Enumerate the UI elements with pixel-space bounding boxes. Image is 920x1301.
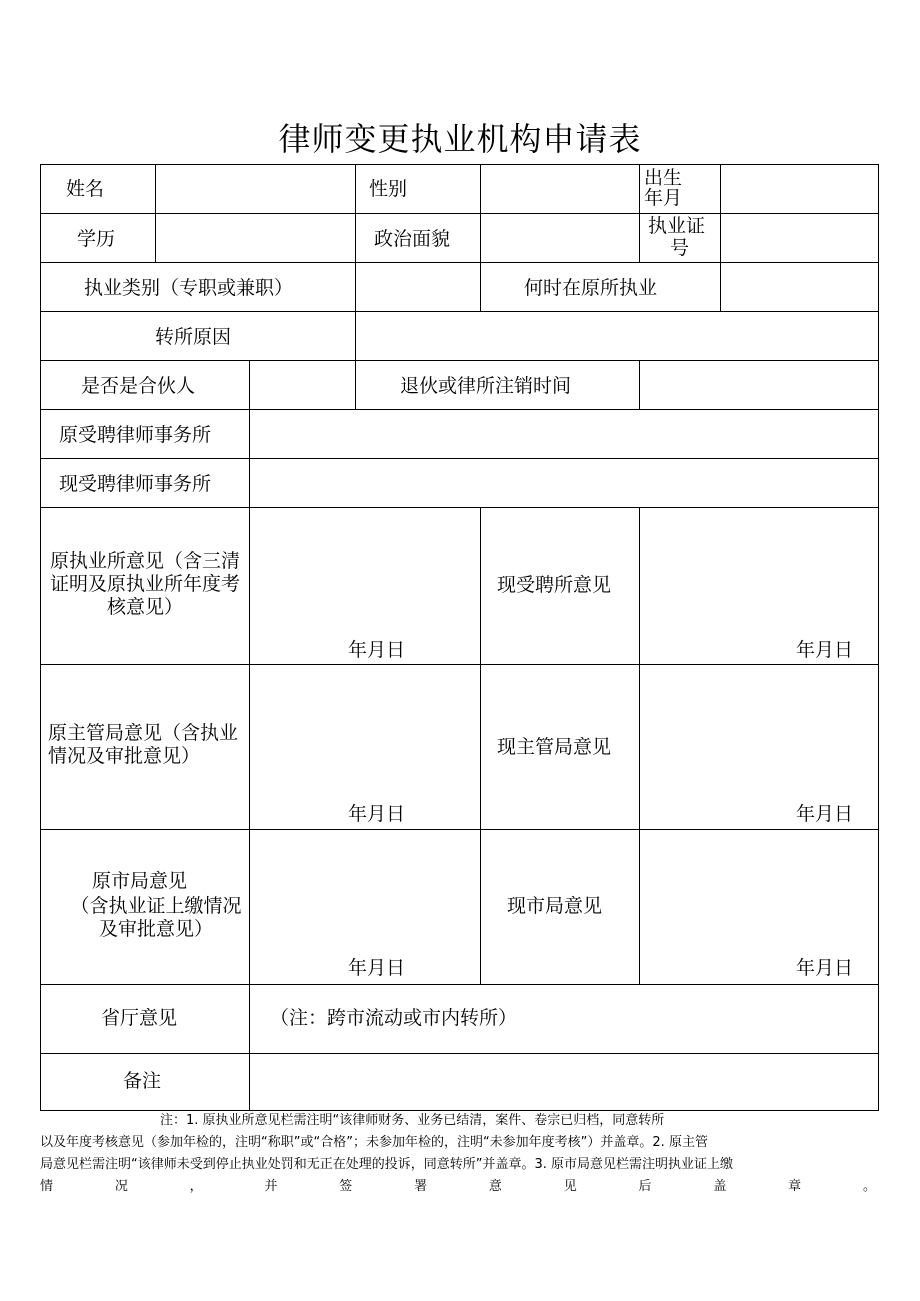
- is-partner-label: 是否是合伙人: [81, 375, 196, 397]
- footnote-char: 署: [414, 1179, 428, 1194]
- original-city-opinion-date: 年月日: [348, 957, 406, 979]
- province-opinion-note: （注：跨市流动或市内转所）: [270, 1007, 518, 1029]
- current-bureau-opinion-date: 年月日: [796, 803, 854, 825]
- license-label-line2: 号: [670, 237, 690, 259]
- current-firm-opinion-label: 现受聘所意见: [497, 574, 612, 596]
- application-form-table: [40, 164, 879, 1111]
- footnote-char: 并: [264, 1179, 278, 1194]
- birth-label-line2: 年月: [644, 187, 683, 209]
- footnote-char: 见: [563, 1179, 577, 1194]
- footnote-char: 后: [638, 1179, 652, 1194]
- original-bureau-opinion-label: 原主管局意见（含执业情况及审批意见）: [48, 722, 239, 767]
- original-firm-opinion-date: 年月日: [348, 639, 406, 661]
- current-bureau-opinion-label: 现主管局意见: [497, 736, 612, 758]
- footnote-char: 意: [488, 1179, 502, 1194]
- birth-label-line1: 出生: [644, 167, 683, 189]
- footnote-char: 签: [339, 1179, 353, 1194]
- original-city-opinion-label: 原市局意见: [92, 870, 188, 892]
- politics-label: 政治面貌: [374, 228, 451, 250]
- original-firm-opinion-label: 原执业所意见（含三清证明及原执业所年度考核意见）: [49, 550, 240, 618]
- current-city-opinion-label: 现市局意见: [507, 895, 603, 917]
- province-opinion-label: 省厅意见: [101, 1007, 178, 1029]
- original-firm-label: 原受聘律师事务所: [59, 424, 212, 446]
- footnote-line-3: 局意见栏需注明“该律师未受到停止执业处罚和无正在处理的投诉，同意转所”并盖章。3. 原市局意见栏需注明执业证上缴: [40, 1157, 734, 1172]
- education-label: 学历: [77, 228, 116, 250]
- practice-type-label: 执业类别（专职或兼职）: [84, 277, 294, 299]
- current-city-opinion-date: 年月日: [796, 957, 854, 979]
- original-city-opinion-note: （含执业证上缴情况及审批意见）: [70, 895, 242, 940]
- footnote-char: 章: [788, 1179, 802, 1194]
- license-label-line1: 执业证: [648, 215, 706, 237]
- withdraw-time-label: 退伙或律所注销时间: [400, 375, 572, 397]
- transfer-reason-label: 转所原因: [155, 326, 232, 348]
- footnote-line-4: [40, 1176, 876, 1198]
- current-firm-opinion-date: 年月日: [796, 639, 854, 661]
- when-original-label: 何时在原所执业: [524, 277, 658, 299]
- footnote-char: 。: [862, 1179, 876, 1194]
- name-label: 姓名: [66, 178, 105, 200]
- footnote-line-1: 注：1. 原执业所意见栏需注明“该律师财务、业务已结清，案件、卷宗已归档，同意转所: [160, 1113, 665, 1128]
- current-firm-label: 现受聘律师事务所: [59, 473, 212, 495]
- footnote-char: ，: [189, 1179, 203, 1194]
- remarks-label: 备注: [123, 1070, 162, 1092]
- footnote-char: 情: [40, 1179, 54, 1194]
- footnote-char: 况: [114, 1179, 128, 1194]
- form-title: 律师变更执业机构申请表: [278, 120, 642, 158]
- gender-label: 性别: [369, 178, 408, 200]
- footnote-line-2: 以及年度考核意见（参加年检的，注明“称职”或“合格”；未参加年检的，注明“未参加年度考核”）并盖章。2. 原主管: [40, 1135, 708, 1150]
- footnote-char: 盖: [713, 1179, 727, 1194]
- original-bureau-opinion-date: 年月日: [348, 803, 406, 825]
